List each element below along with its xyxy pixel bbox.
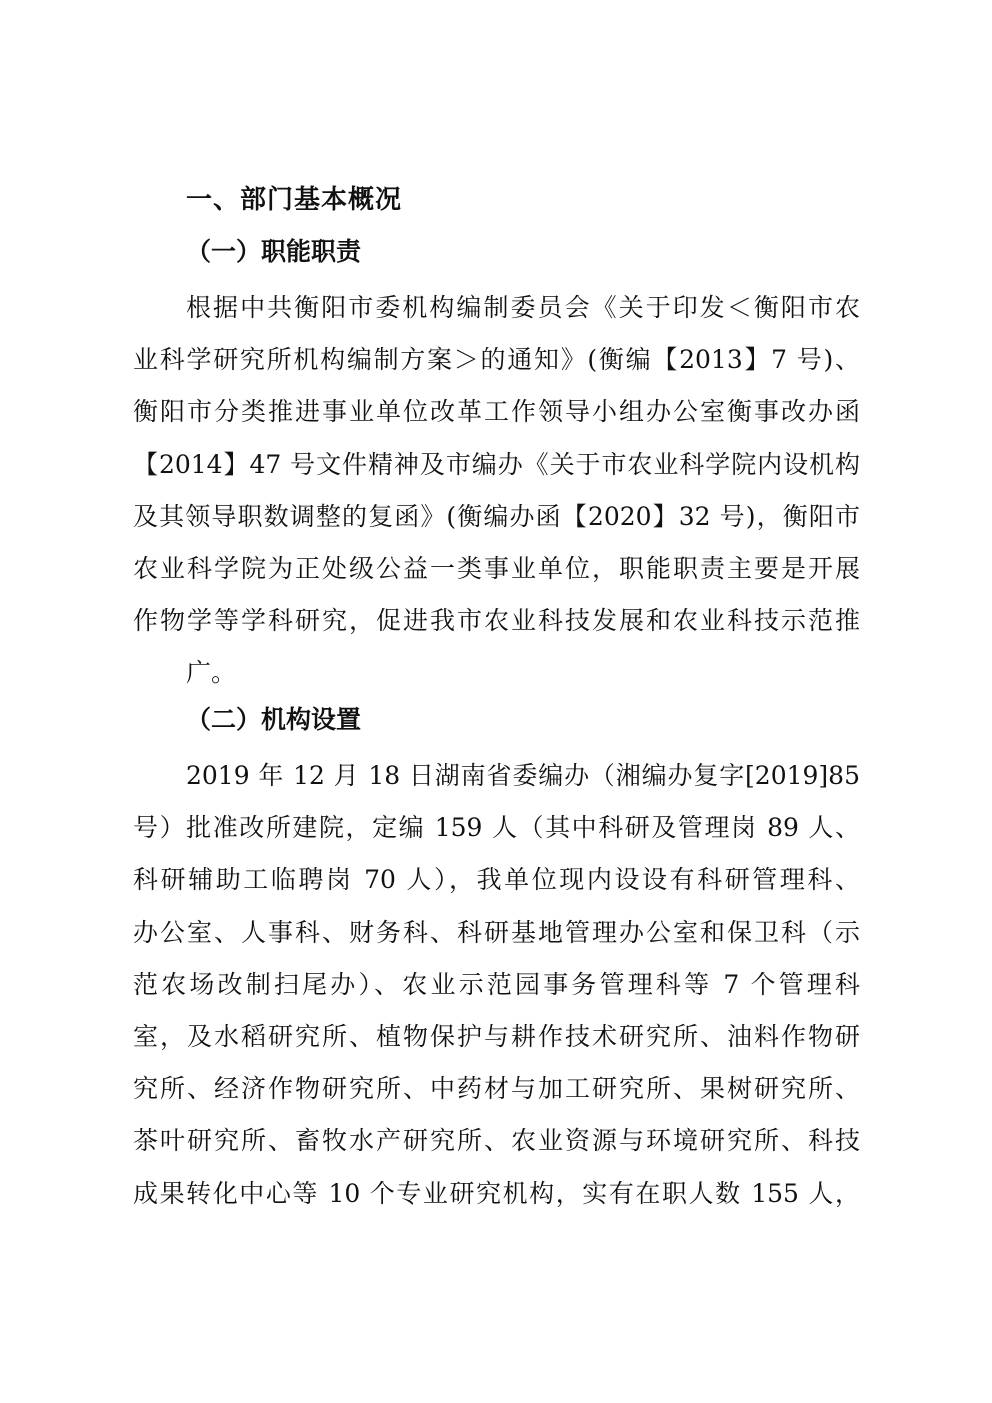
text-line: 【2014】47 号文件精神及市编办《关于市农业科学院内设机构 — [133, 449, 860, 479]
text-line: 茶叶研究所、畜牧水产研究所、农业资源与环境研究所、科技 — [133, 1126, 860, 1156]
text-line: 及其领导职数调整的复函》(衡编办函【2020】32 号)，衡阳市 — [133, 501, 860, 531]
section-heading: 一、部门基本概况 — [186, 185, 403, 215]
text-line: 办公室、人事科、财务科、科研基地管理办公室和保卫科（示 — [133, 917, 860, 947]
text-line: 业科学研究所机构编制方案＞的通知》(衡编【2013】7 号)、 — [133, 345, 860, 375]
text-line: 2019 年 12 月 18 日湖南省委编办（湘编办复字[2019]85 — [186, 761, 860, 790]
text-line: 成果转化中心等 10 个专业研究机构，实有在职人数 155 人， — [133, 1178, 860, 1208]
text-line: 作物学等学科研究，促进我市农业科技发展和农业科技示范推 — [133, 606, 860, 636]
subsection-title-functions: （一）职能职责 — [186, 237, 362, 266]
text-line: 室，及水稻研究所、植物保护与耕作技术研究所、油料作物研 — [133, 1021, 860, 1051]
paragraph-organization — [133, 750, 860, 1220]
text-line: 广。 — [186, 658, 237, 688]
text-line: 号）批准改所建院，定编 159 人（其中科研及管理岗 89 人、 — [133, 813, 860, 843]
text-line: 衡阳市分类推进事业单位改革工作领导小组办公室衡事改办函 — [133, 397, 860, 427]
text-line: 范农场改制扫尾办）、农业示范园事务管理科等 7 个管理科 — [133, 969, 860, 999]
paragraph-functions — [133, 282, 860, 700]
subsection-title-organization: （二）机构设置 — [186, 705, 362, 734]
text-line: 究所、经济作物研究所、中药材与加工研究所、果树研究所、 — [133, 1074, 860, 1104]
text-line: 根据中共衡阳市委机构编制委员会《关于印发＜衡阳市农 — [186, 293, 860, 322]
text-line: 科研辅助工临聘岗 70 人），我单位现内设设有科研管理科、 — [133, 865, 860, 895]
text-line: 农业科学院为正处级公益一类事业单位，职能职责主要是开展 — [133, 553, 860, 583]
